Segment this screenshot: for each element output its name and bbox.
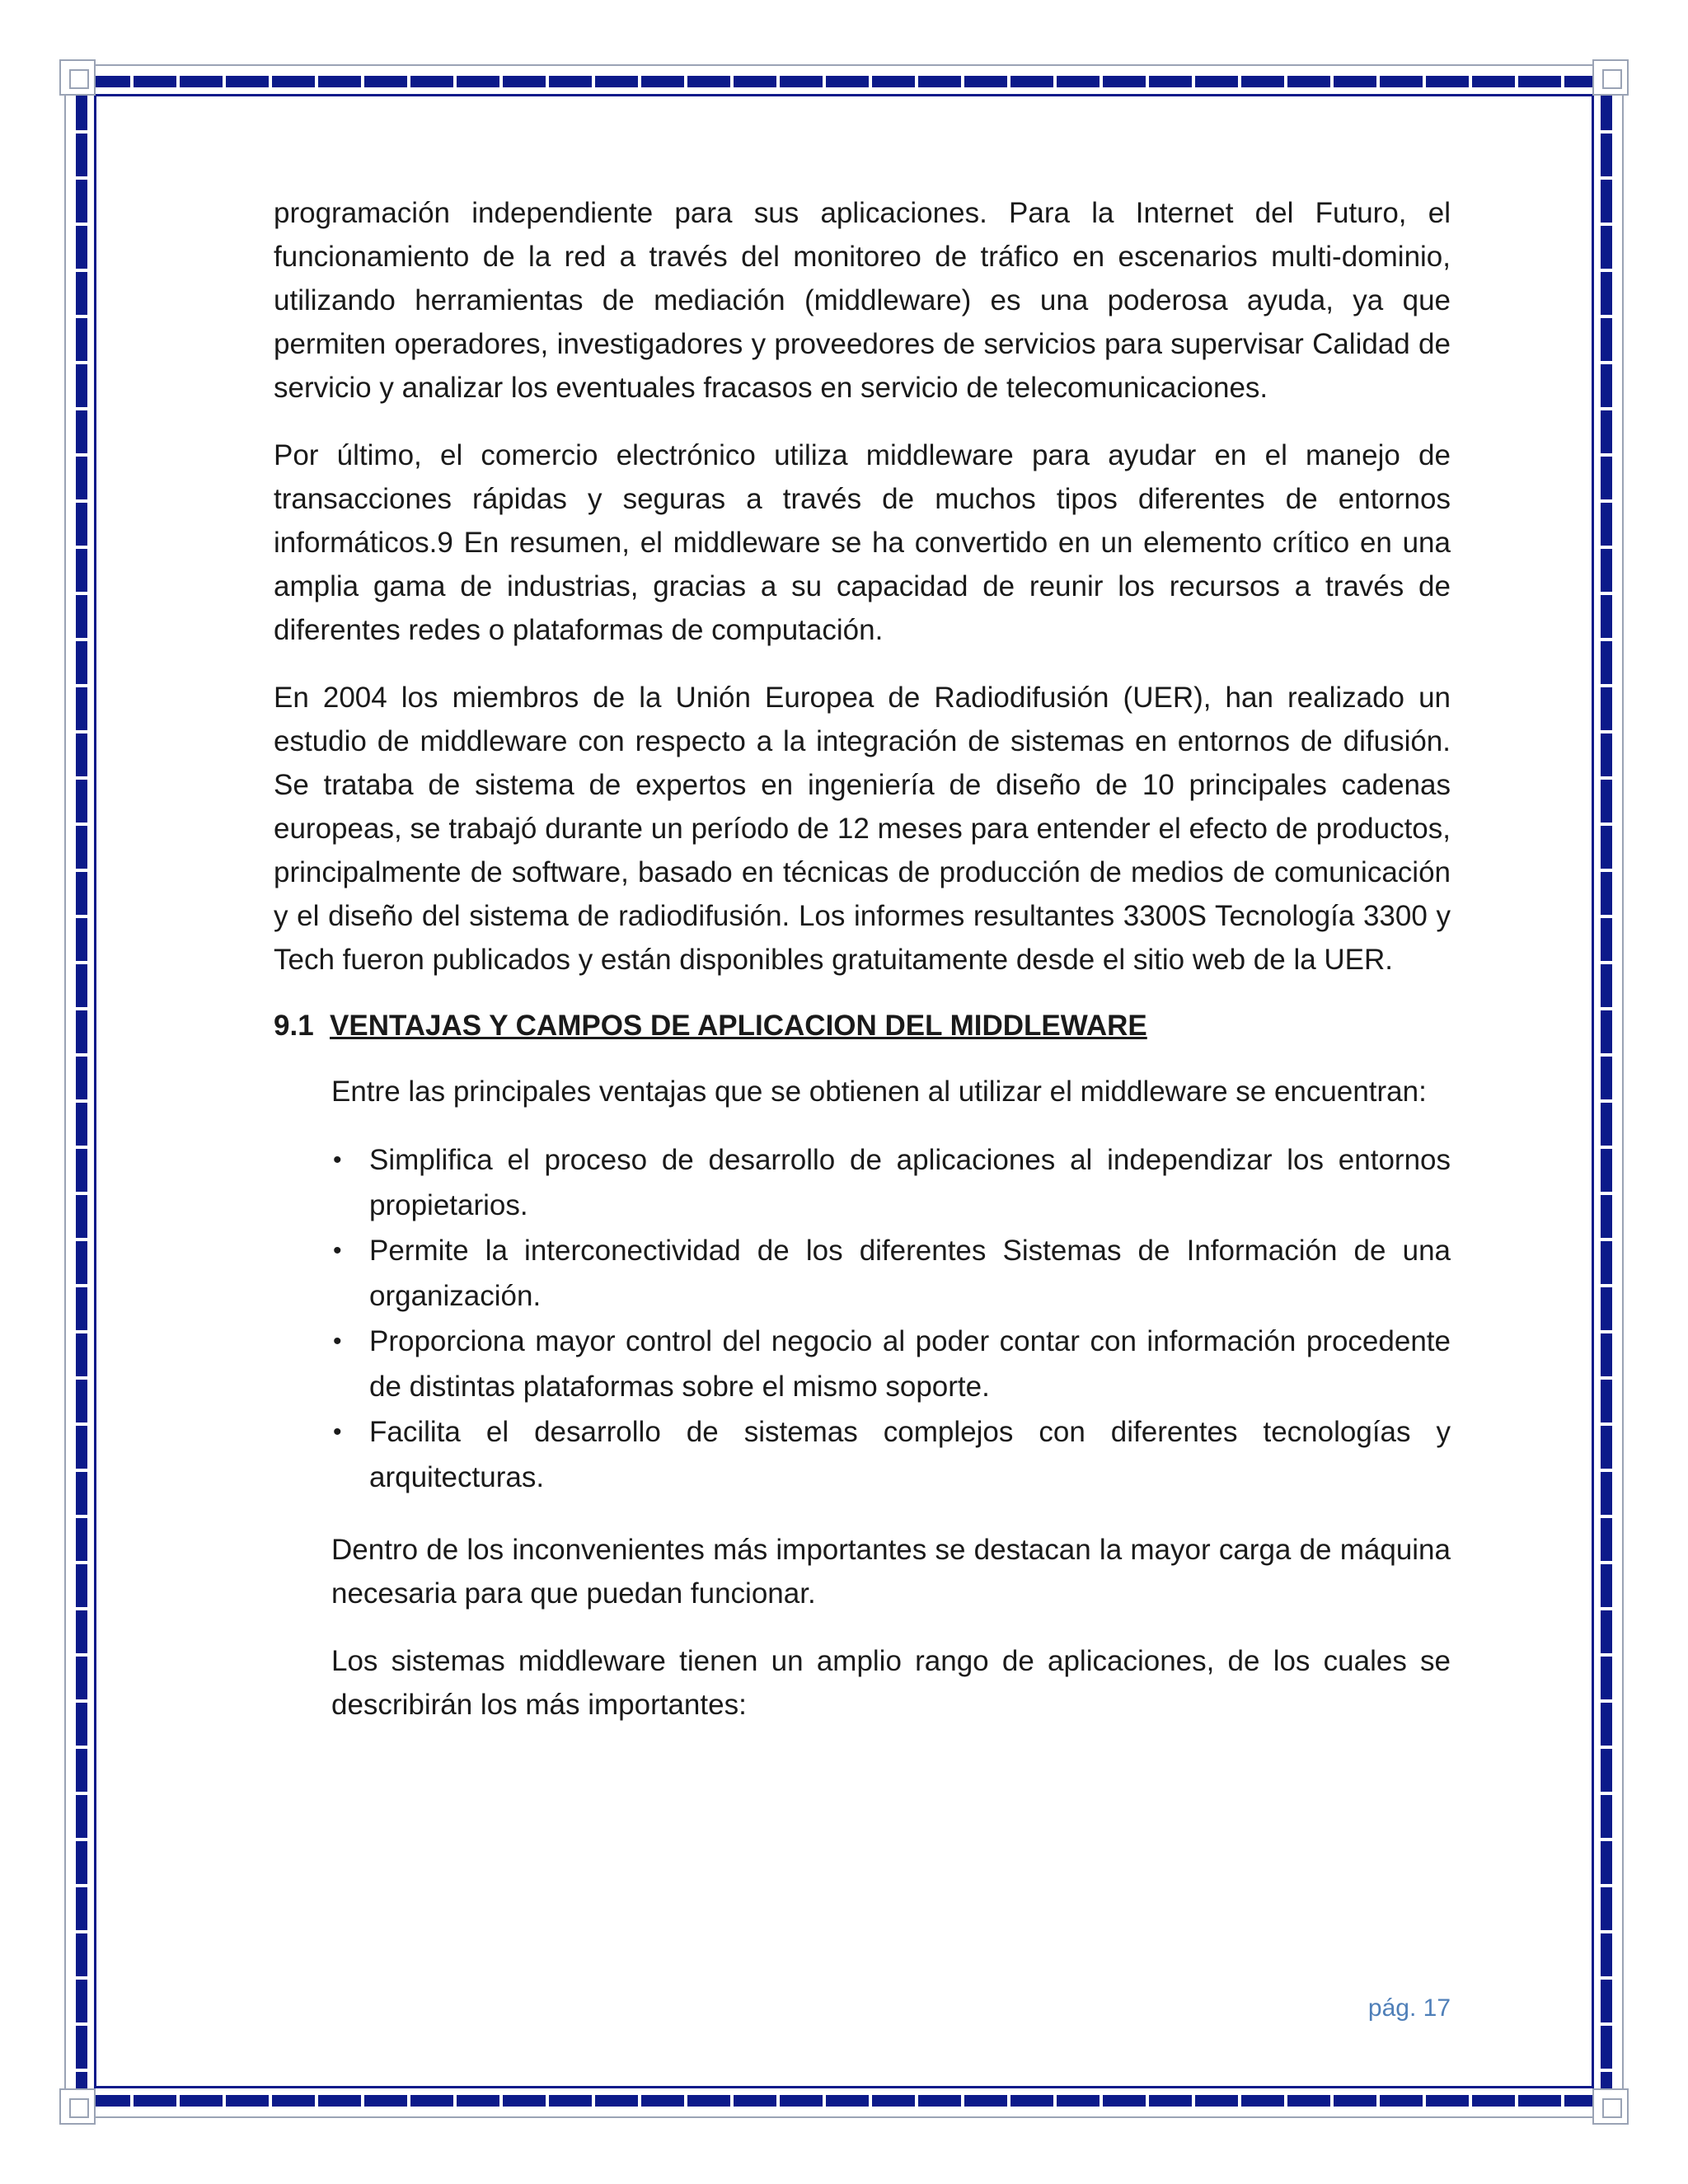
corner-ornament-top-left: [59, 59, 96, 96]
section-heading: [274, 1005, 1451, 1047]
corner-ornament-top-right: [1592, 59, 1629, 96]
corner-ornament-bottom-left: [59, 2088, 96, 2125]
paragraph: Los sistemas middleware tienen un amplio rango de aplicaciones, de los cuales se describirán los más importantes:: [331, 1645, 1451, 1721]
list-item: • Simplifica el proceso de desarrollo de aplicaciones al independizar los entornos propietarios.: [331, 1137, 1451, 1228]
section-title: VENTAJAS Y CAMPOS DE APLICACION DEL MIDDLEWARE: [330, 1010, 1147, 1042]
document-body: [274, 191, 1451, 1750]
page-border-ticks-bottom: [87, 2095, 1601, 2107]
bullet-icon: •: [333, 1328, 342, 1355]
paragraph: En 2004 los miembros de la Unión Europea de Radiodifusión (UER), han realizado un estudio de middleware con respecto a la integración de sistemas en entornos de difusión. Se trataba de sistema de expertos en ingeniería de diseño de 10 principales cadenas europeas, se trabajó durante un período de 12 meses para entender el efecto de productos, principalmente de software, basado en técnicas de producción de medios de comunicación y el diseño del sistema de radiodifusión. Los informes resultantes 3300S Tecnología 3300 y Tech fueron publicados y están disponibles gratuitamente desde el sitio web de la UER.: [274, 682, 1451, 976]
paragraph: Dentro de los inconvenientes más importantes se destacan la mayor carga de máquina necesaria para que puedan funcionar.: [331, 1534, 1451, 1610]
list-item: • Proporciona mayor control del negocio al poder contar con información procedente de distintas plataformas sobre el mismo soporte.: [331, 1319, 1451, 1409]
page-border-ticks-right: [1601, 87, 1612, 2095]
list-item: • Facilita el desarrollo de sistemas complejos con diferentes tecnologías y arquitecturas.: [331, 1409, 1451, 1500]
page-number: pág. 17: [1367, 1994, 1451, 2022]
list-item: • Permite la interconectividad de los diferentes Sistemas de Información de una organización.: [331, 1228, 1451, 1319]
advantages-list: [274, 1137, 1451, 1500]
corner-ornament-bottom-right: [1592, 2088, 1629, 2125]
page-border-ticks-left: [76, 87, 87, 2095]
bullet-icon: •: [333, 1418, 342, 1446]
paragraph: programación independiente para sus aplicaciones. Para la Internet del Futuro, el funcionamiento de la red a través del monitoreo de tráfico en escenarios multi-dominio, utilizando herramientas de mediación (middleware) es una poderosa ayuda, ya que permiten operadores, investigadores y proveedores de servicios para supervisar Calidad de servicio y analizar los eventuales fracasos en servicio de telecomunicaciones.: [274, 197, 1451, 404]
section-intro: Entre las principales ventajas que se obtienen al utilizar el middleware se encuentran:: [331, 1076, 1427, 1108]
bullet-icon: •: [333, 1237, 342, 1264]
section-number: 9.1: [274, 1010, 314, 1042]
page-border-ticks-top: [87, 76, 1601, 87]
paragraph: Por último, el comercio electrónico utiliza middleware para ayudar en el manejo de transacciones rápidas y seguras a través de muchos tipos diferentes de entornos informáticos.9 En resumen, el middleware se ha convertido en un elemento crítico en una amplia gama de industrias, gracias a su capacidad de reunir los recursos a través de diferentes redes o plataformas de computación.: [274, 439, 1451, 646]
bullet-icon: •: [333, 1146, 342, 1174]
